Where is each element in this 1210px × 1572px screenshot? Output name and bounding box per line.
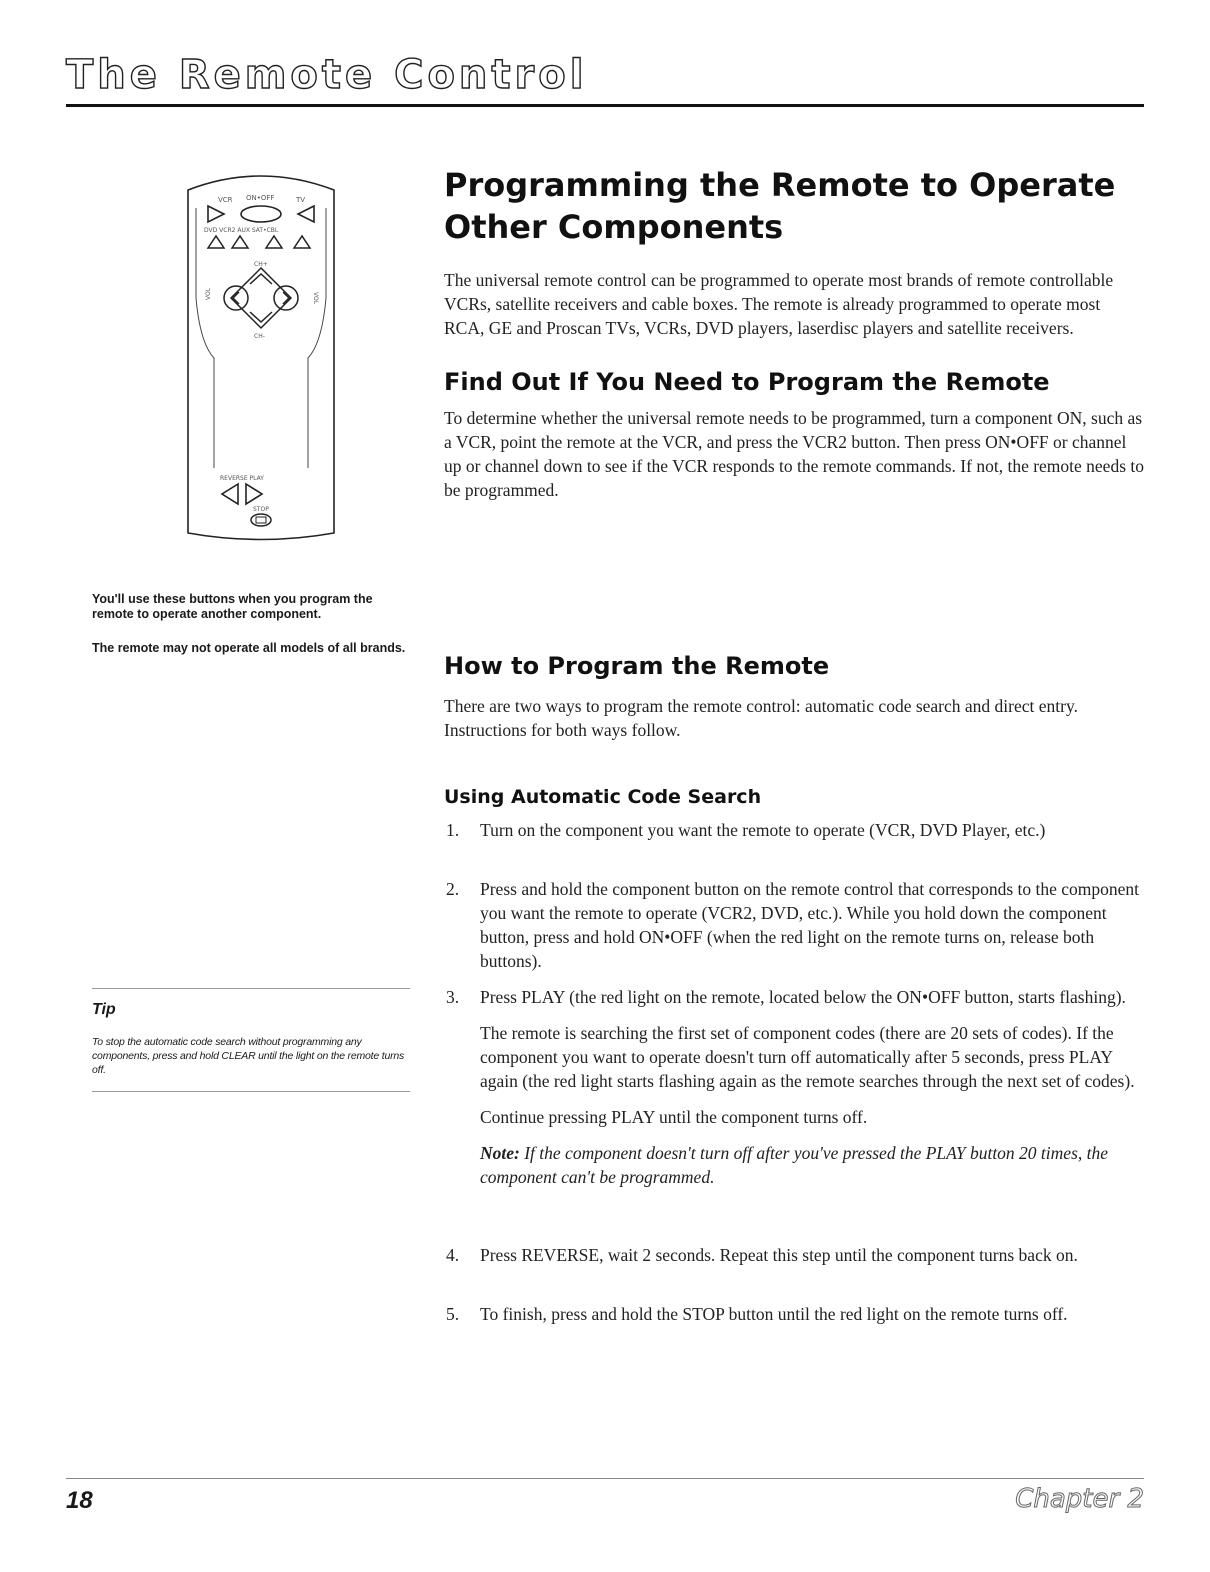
- remote-label-vcr: VCR: [218, 196, 233, 204]
- step-3-continue: Continue pressing PLAY until the component turns off.: [480, 1107, 868, 1127]
- step-2: [444, 877, 1144, 973]
- auto-search-heading: Using Automatic Code Search: [444, 786, 762, 808]
- step-number: 5.: [446, 1304, 460, 1324]
- remote-ch-up-label: CH+: [254, 261, 268, 268]
- step-5: [444, 1302, 1144, 1326]
- step-number: 1.: [446, 820, 460, 840]
- chapter-label: Chapter 2: [1015, 1484, 1144, 1514]
- remote-illustration: [176, 168, 346, 548]
- remote-vol-left-label: VOL: [205, 287, 212, 300]
- page-title: Programming the Remote to Operate Other Components: [444, 166, 1116, 246]
- tip-text: To stop the automatic code search without programming any components, press and hold CLEAR until the light on the remote turns off.: [92, 1036, 405, 1076]
- step-text: Turn on the component you want the remote to operate (VCR, DVD Player, etc.): [480, 820, 1046, 840]
- remote-label-onoff: ON•OFF: [246, 194, 275, 202]
- remote-caption: You'll use these buttons when you program the remote to operate another component.: [92, 592, 373, 621]
- footer-rule: [66, 1478, 1144, 1479]
- header-rule: [66, 104, 1144, 107]
- how-to-heading: How to Program the Remote: [444, 652, 830, 680]
- remote-ch-down-label: CH-: [254, 333, 265, 340]
- step-text: Press REVERSE, wait 2 seconds. Repeat this step until the component turns back on.: [480, 1245, 1078, 1265]
- remote-stop-label: STOP: [253, 506, 269, 513]
- intro-paragraph: The universal remote control can be programmed to operate most brands of remote controllable VCRs, satellite receivers and cable boxes. The remote is already programmed to operate most RCA, GE and Proscan TVs, VCRs, DVD players, laserdisc players and satellite receivers.: [444, 270, 1114, 338]
- remote-bottom-labels: REVERSE PLAY: [220, 475, 264, 482]
- note-label: Note:: [480, 1143, 520, 1163]
- step-text: To finish, press and hold the STOP button until the red light on the remote turns off.: [480, 1304, 1068, 1324]
- note-text: If the component doesn't turn off after you've pressed the PLAY button 20 times, the component can't be programmed.: [480, 1143, 1109, 1187]
- find-out-heading: Find Out If You Need to Program the Remote: [444, 368, 1050, 396]
- find-out-paragraph: To determine whether the universal remote needs to be programmed, turn a component ON, such as a VCR, point the remote at the VCR, and press the VCR2 button. Then press ON•OFF or channel up or channel down to see if the VCR responds to the remote commands. If not, the remote needs to be programmed.: [444, 408, 1144, 500]
- brands-caption: The remote may not operate all models of all brands.: [92, 641, 406, 655]
- remote-vol-right-label: VOL: [312, 292, 319, 305]
- page-number: 18: [66, 1487, 93, 1514]
- remote-label-tv: TV: [296, 196, 306, 204]
- remote-mode-labels: DVD VCR2 AUX SAT•CBL: [204, 227, 279, 234]
- step-4: [444, 1243, 1144, 1267]
- tip-title: Tip: [92, 1001, 116, 1018]
- main-content: [444, 164, 1144, 502]
- step-number: 4.: [446, 1245, 460, 1265]
- step-text: Press PLAY (the red light on the remote, located below the ON•OFF button, starts flashing).: [480, 987, 1126, 1007]
- step-1: [444, 818, 1144, 842]
- step-3-detail: The remote is searching the first set of component codes (there are 20 sets of codes). If the component you want to operate doesn't turn off automatically after 5 seconds, press PLAY again (the red light starts flashing again as the remote searches through the next set of codes).: [480, 1023, 1135, 1091]
- step-text: Press and hold the component button on the remote control that corresponds to the component you want the remote to operate (VCR2, DVD, etc.). While you hold down the component button, press and hold ON•OFF (when the red light on the remote turns on, release both buttons).: [480, 879, 1140, 971]
- tip-box: [92, 988, 410, 1092]
- step-number: 2.: [446, 879, 460, 899]
- step-3-note: [480, 1141, 1144, 1189]
- step-3: [444, 985, 1144, 1189]
- how-to-paragraph: There are two ways to program the remote control: automatic code search and direct entry. Instructions for both ways follow.: [444, 696, 1078, 740]
- step-number: 3.: [446, 987, 460, 1007]
- remote-drawing: [176, 168, 346, 548]
- page-header-title: The Remote Control: [66, 52, 588, 98]
